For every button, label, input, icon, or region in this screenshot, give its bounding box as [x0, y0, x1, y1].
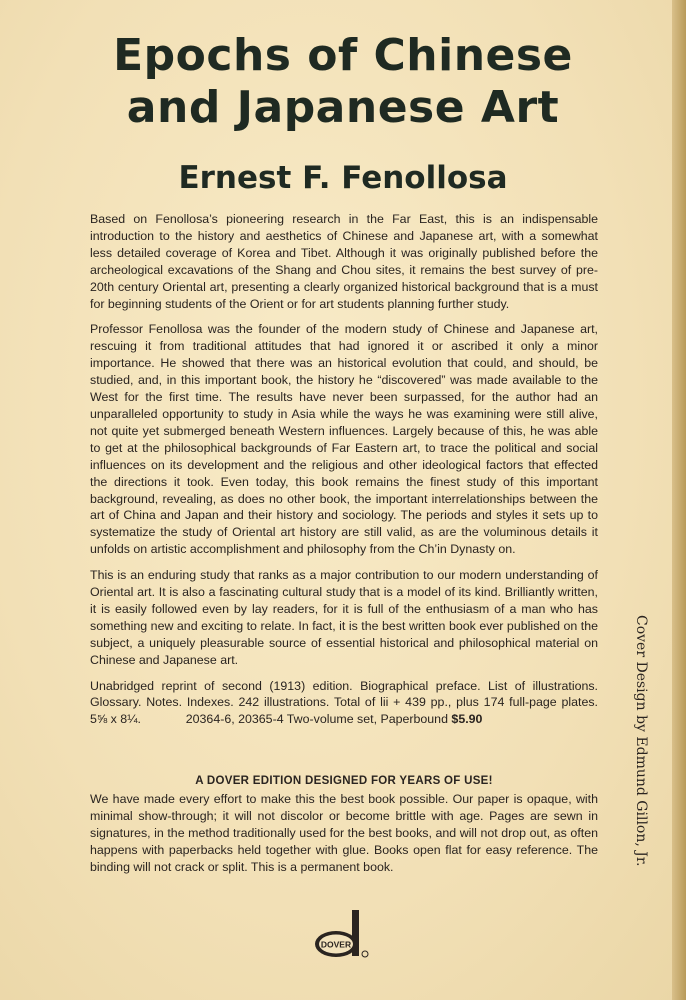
edition-details [90, 678, 598, 729]
dover-logo-icon [310, 908, 380, 964]
price: $5.90 [451, 712, 483, 727]
book-title [0, 30, 686, 134]
dover-heading: A DOVER EDITION DESIGNED FOR YEARS OF USE! [195, 775, 493, 787]
description-block [90, 211, 598, 737]
title-line-2: and Japanese Art [126, 82, 560, 133]
logo-text: DOVER [320, 939, 352, 950]
description-paragraph-2: Professor Fenollosa was the founder of the modern study of Chinese and Japanese art, rescuing it from traditional attitudes that had ignored it or ascribed it only a minor importance. He showed that there was an historical evolution that could, and should, be studied, and, in this important book, the history he “discovered” was made available to the West for the first time. The results have never been surpassed, for the author had an unparalleled opportunity to study in Asia while the ways he was examining were still alive, not quite yet submerged beneath Western influences. Largely because of this, he was able to get at the philosophical backgrounds of Far Eastern art, to trace the political and social influences on its development and the religious and other ideological factors that effected the directions it took. Even today, this book remains the finest study of this important background, revealing, as does no other book, the important interrelationships between the art of China and Japan and their history and sociology. The periods and styles it sets up to systematize the study of Oriental art history are still valid, as are the voluminous details it unfolds on artistic accomplishment and philosophy from the Ch’in Dynasty on. [90, 322, 598, 557]
author-name: Ernest F. Fenollosa [178, 160, 508, 196]
title-line-1: Epochs of Chinese [113, 30, 573, 81]
dover-guarantee-text: We have made every effort to make this the best book possible. Our paper is opaque, with minimal show-through; it will not discolor or become brittle with age. Pages are sewn in signatures, in the method traditionally used for the best books, and will not drop out, as often happens with paperbacks held together with glue. Books open flat for easy reference. The binding will not crack or split. This is a permanent book. [90, 792, 598, 874]
cover-design-credit [607, 615, 667, 935]
edition-details-text: Unabridged reprint of second (1913) edition. Biographical preface. List of illustrations. Glossary. Notes. Indexes. 242 illustrations. Total of lii + 439 pp., plus 174 full-page plates. 5⅝ x 8¼. [90, 678, 598, 727]
description-paragraph-1: Based on Fenollosa’s pioneering research in the Far East, this is an indispensable introduction to the history and aesthetics of Chinese and Japanese art, with a somewhat less detailed coverage of Korea and Tibet. Although it was originally published before the archeological excavations of the Shang and Chou sites, it remains the best survey of pre-20th century Oriental art, presenting a clearly organized historical background that is a must for beginning students of the Orient or for art students planning further study. [90, 212, 598, 311]
isbn-text: 20364-6, 20365-4 Two-volume set, Paperbound [185, 712, 448, 727]
description-paragraph-3: This is an enduring study that ranks as a major contribution to our modern understanding of Oriental art. It is also a fascinating cultural study that is a model of its kind. Brilliantly written, it is easily followed even by lay readers, for it is full of the enthusiasm of a man who has something new and exciting to relate. In fact, it is the best written book ever published on the subject, a uniquely pleasurable source of essential historical and philosophical material on Chinese and Japanese art. [90, 568, 598, 667]
spine-edge [672, 0, 686, 1000]
registered-mark-icon [362, 951, 368, 957]
cover-design-credit-text: Cover Design by Edmund Gillon, Jr. [633, 615, 649, 867]
